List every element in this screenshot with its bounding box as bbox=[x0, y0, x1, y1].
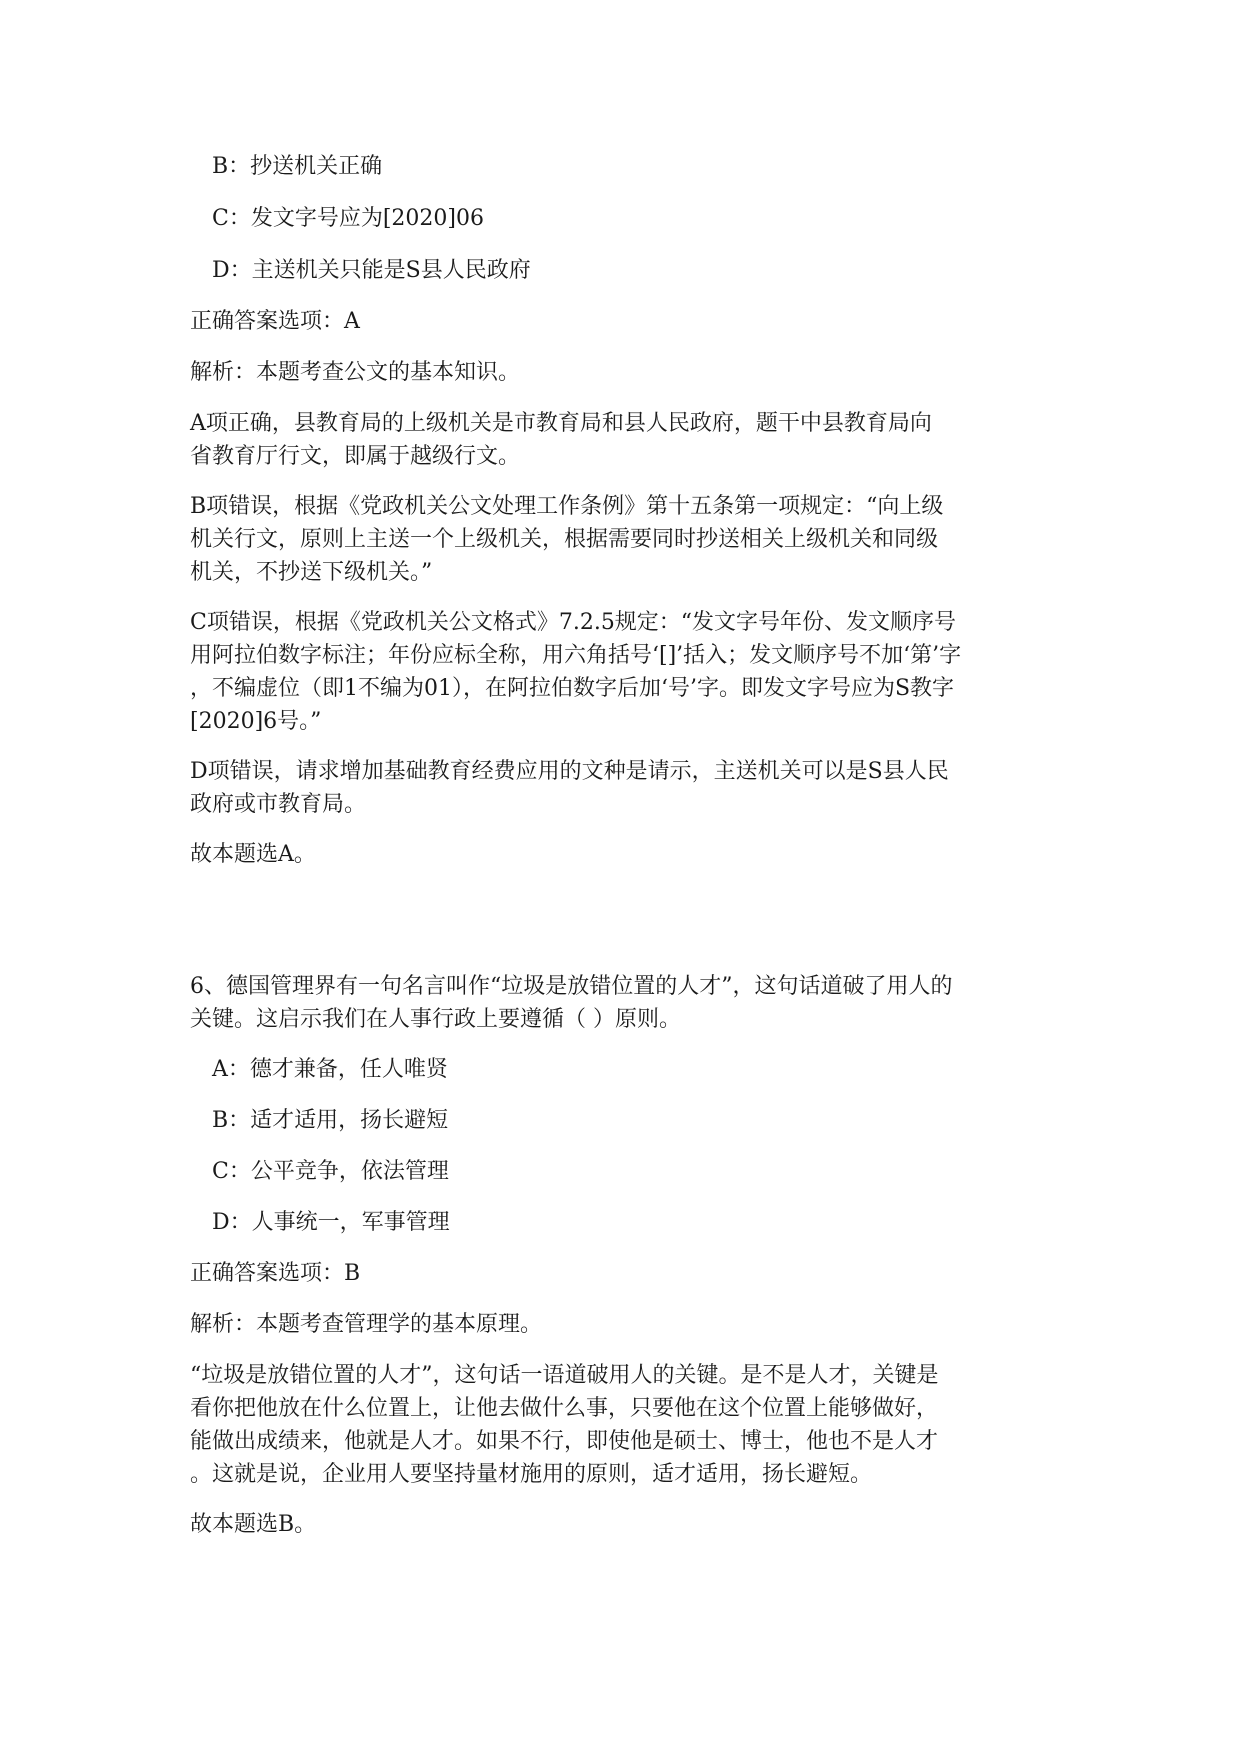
q6-option-c: C：公平竞争，依法管理 bbox=[212, 1159, 449, 1184]
q5-analysis-b bbox=[190, 490, 1070, 589]
q5-analysis-a bbox=[190, 407, 1070, 473]
text-line: 能做出成绩来，他就是人才。如果不行，即使他是硕士、博士，他也不是人才 bbox=[190, 1429, 939, 1454]
text-line: 6、德国管理界有一句名言叫作“垃圾是放错位置的人才”，这句话道破了用人的 bbox=[190, 974, 953, 999]
q6-analysis-intro: 解析：本题考查管理学的基本原理。 bbox=[190, 1312, 543, 1337]
q5-conclusion: 故本题选A。 bbox=[190, 842, 316, 867]
q6-answer: 正确答案选项：B bbox=[190, 1261, 361, 1286]
q5-analysis-intro: 解析：本题考查公文的基本知识。 bbox=[190, 360, 521, 385]
q6-question bbox=[190, 970, 1070, 1036]
q5-option-c: C：发文字号应为[2020]06 bbox=[212, 206, 484, 231]
text-line: C项错误，根据《党政机关公文格式》7.2.5规定：“发文字号年份、发文顺序号 bbox=[190, 610, 957, 635]
text-line: A项正确，县教育局的上级机关是市教育局和县人民政府，题干中县教育局向 bbox=[190, 411, 932, 436]
q5-option-d: D：主送机关只能是S县人民政府 bbox=[212, 258, 531, 283]
text-line: B项错误，根据《党政机关公文处理工作条例》第十五条第一项规定：“向上级 bbox=[190, 494, 944, 519]
text-line: 关键。这启示我们在人事行政上要遵循（ ）原则。 bbox=[190, 1007, 681, 1032]
q6-analysis-body bbox=[190, 1359, 1070, 1491]
text-line: 机关行文，原则上主送一个上级机关，根据需要同时抄送相关上级机关和同级 bbox=[190, 527, 939, 552]
text-line: 机关，不抄送下级机关。” bbox=[190, 560, 433, 585]
text-line: 省教育厅行文，即属于越级行文。 bbox=[190, 444, 521, 469]
text-line: ，不编虚位（即1不编为01），在阿拉伯数字后加‘号’字。即发文字号应为S教字 bbox=[190, 676, 955, 701]
text-line: 政府或市教育局。 bbox=[190, 792, 367, 817]
q6-option-a: A：德才兼备，任人唯贤 bbox=[212, 1057, 448, 1082]
q5-option-b: B：抄送机关正确 bbox=[212, 154, 383, 179]
text-line: 。这就是说，企业用人要坚持量材施用的原则，适才适用，扬长避短。 bbox=[190, 1462, 873, 1487]
text-line: 用阿拉伯数字标注；年份应标全称，用六角括号‘[]’括入；发文顺序号不加‘第’字 bbox=[190, 643, 962, 668]
q5-analysis-c bbox=[190, 606, 1070, 738]
q6-option-b: B：适才适用，扬长避短 bbox=[212, 1108, 449, 1133]
q5-analysis-d bbox=[190, 755, 1070, 821]
text-line: D项错误，请求增加基础教育经费应用的文种是请示，主送机关可以是S县人民 bbox=[190, 759, 949, 784]
q6-conclusion: 故本题选B。 bbox=[190, 1512, 317, 1537]
text-line: [2020]6号。” bbox=[190, 709, 322, 734]
text-line: 看你把他放在什么位置上，让他去做什么事，只要他在这个位置上能够做好， bbox=[190, 1396, 939, 1421]
q6-option-d: D：人事统一，军事管理 bbox=[212, 1210, 450, 1235]
text-line: “垃圾是放错位置的人才”，这句话一语道破用人的关键。是不是人才，关键是 bbox=[190, 1363, 939, 1388]
q5-answer: 正确答案选项：A bbox=[190, 309, 360, 334]
